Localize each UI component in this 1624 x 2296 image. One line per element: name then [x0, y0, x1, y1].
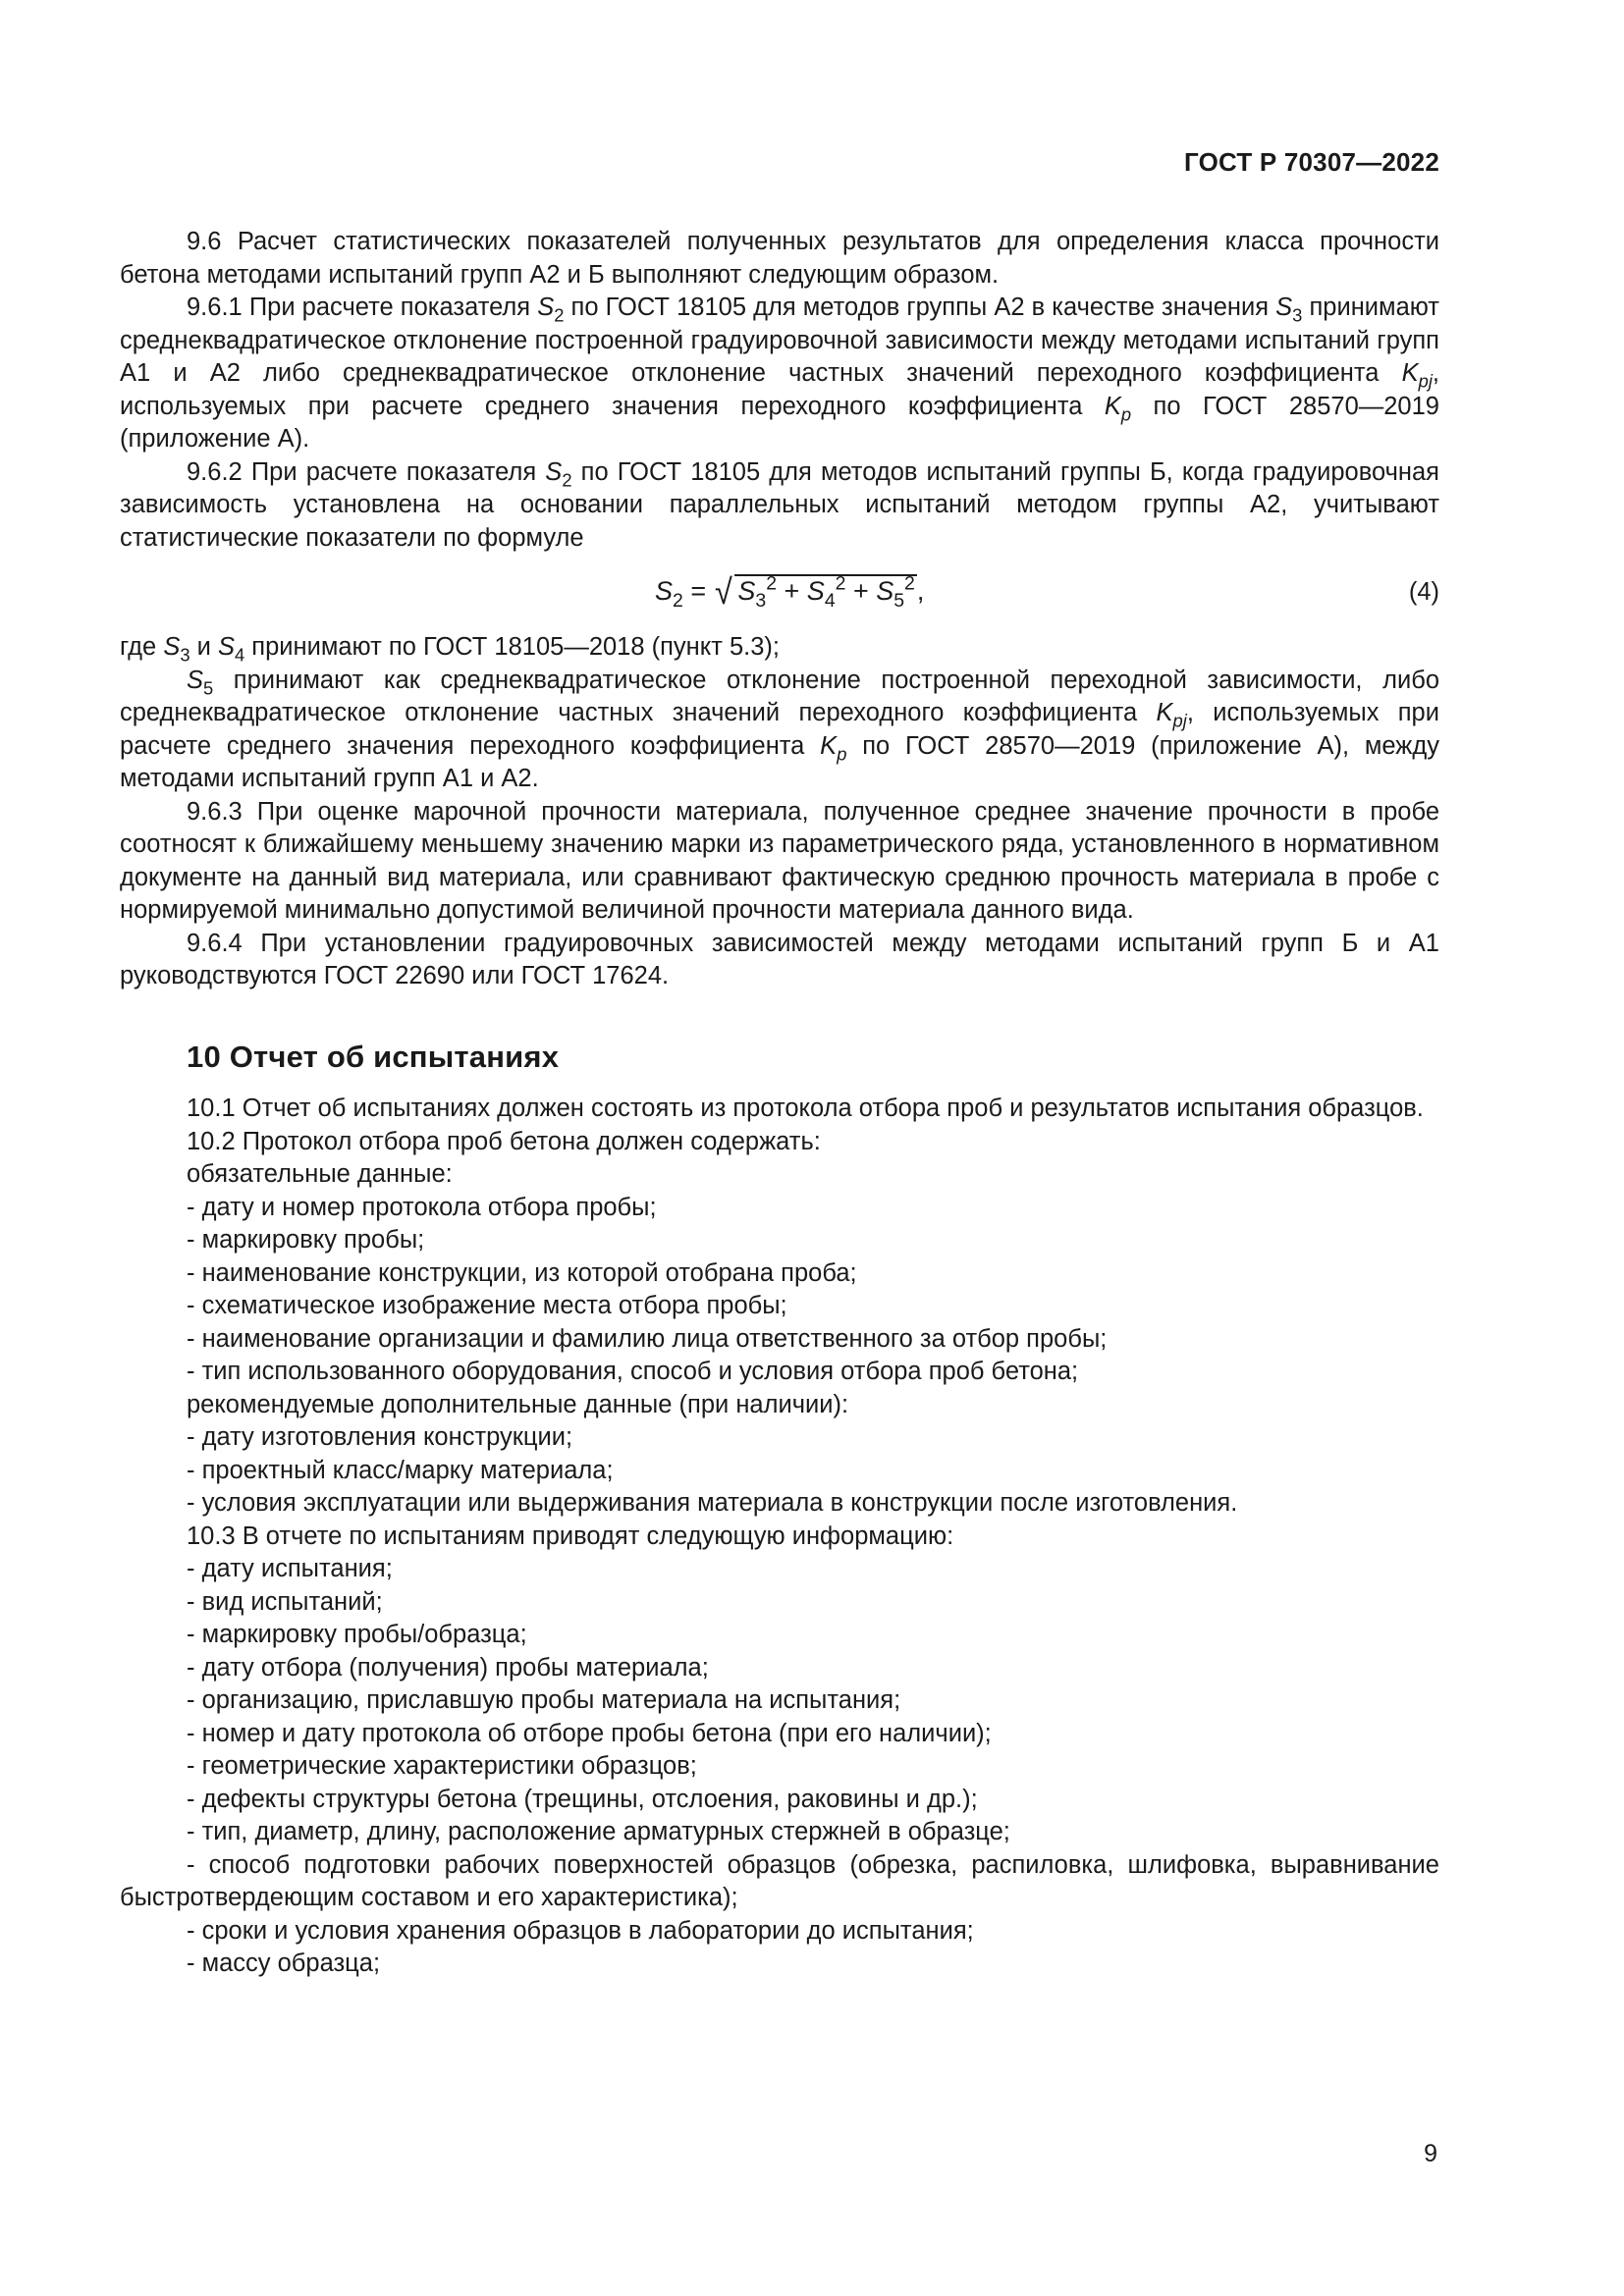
list-item: - вид испытаний; — [187, 1587, 383, 1616]
list-item: - дату испытания; — [187, 1555, 393, 1582]
list-item: - дату изготовления конструкции; — [187, 1423, 573, 1451]
list-item: - геометрические характеристики образцов; — [187, 1752, 697, 1780]
list-item: - дефекты структуры бетона (трещины, отслоения, раковины и др.); — [187, 1785, 978, 1813]
document-code-header: ГОСТ Р 70307—2022 — [1184, 147, 1439, 177]
mandatory-data-label: обязательные данные: — [187, 1160, 453, 1188]
formula-where-s3-s4: где $S_3$ и $S_4$ принимают по ГОСТ 18105—2018 (пункт 5.3); — [120, 633, 780, 666]
paragraph-9-6-4: 9.6.4 При установлении градуировочных зависимостей между методами испытаний групп Б и А1 руководствуются ГОСТ 22690 или ГОСТ 17624. — [120, 929, 1439, 989]
formula-expression: $S_2$ = √ $S_3^2 + S_4^2 + S_5^2$, — [655, 571, 925, 612]
list-item: - схематическое изображение места отбора пробы; — [187, 1292, 787, 1319]
list-item: - проектный класс/марку материала; — [187, 1456, 614, 1484]
list-item: - сроки и условия хранения образцов в лаборатории до испытания; — [187, 1916, 974, 1945]
paragraph-9-6-3: 9.6.3 При оценке марочной прочности материала, полученное среднее значение прочности в пробе соотносят к ближайшему меньшему значению марки из параметрического ряда, установленного в нормативном документе на данный вид материала, или сравнивают фактическую среднюю прочность материала в пробе с нормируемой минимально допустимой величиной прочности материала данного вида. — [120, 797, 1439, 924]
page-number: 9 — [1424, 2140, 1437, 2167]
optional-data-label: рекомендуемые дополнительные данные (при наличии): — [187, 1390, 849, 1418]
section-10-heading: 10 Отчет об испытаниях — [187, 1039, 560, 1074]
paragraph-9-6-2: 9.6.2 При расчете показателя $S_2$ по ГОСТ 18105 для методов испытаний группы Б, когда градуировочная зависимость установлена на основании параллельных испытаний методом группы А2, учитывают статистические показатели по формуле — [120, 457, 1439, 552]
report-info-list — [120, 1553, 1439, 1981]
list-item: - маркировку пробы/образца; — [187, 1621, 527, 1648]
paragraph-9-6-1: 9.6.1 При расчете показателя $S_2$ по ГОСТ 18105 для методов группы А2 в качестве значения $S_3$ принимают среднеквадратическое отклонение построенной градуировочной зависимости между методами испытаний групп А1 и А2 либо среднеквадратическое отклонение частных значений переходного коэффициента $K_{pj}$, используемых при расчете среднего значения переходного коэффициента $K_p$ по ГОСТ 28570—2019 (приложение А). — [120, 294, 1439, 453]
list-item: - номер и дату протокола об отборе пробы бетона (при его наличии); — [187, 1719, 992, 1747]
formula-where-s5: $S_5$ принимают как среднеквадратическое отклонение построенной переходной зависимости, либо среднеквадратическое отклонение частных значений переходного коэффициента $K_{pj}$, используемых при расчете среднего значения переходного коэффициента $K_p$ по ГОСТ 28570—2019 (приложение А), между методами испытаний групп А1 и А2. — [120, 666, 1439, 792]
list-item: - организацию, приславшую пробы материала на испытания; — [187, 1686, 901, 1714]
optional-data-list — [120, 1421, 1439, 1521]
paragraph-10-1: 10.1 Отчет об испытаниях должен состоять из протокола отбора проб и результатов испытания образцов. — [187, 1095, 1424, 1122]
paragraph-10-2: 10.2 Протокол отбора проб бетона должен содержать: — [187, 1127, 821, 1155]
list-item: - массу образца; — [187, 1949, 381, 1977]
list-item: - способ подготовки рабочих поверхностей образцов (обрезка, распиловка, шлифовка, выравнивание быстротвердеющим составом и его характеристика); — [120, 1850, 1439, 1911]
list-item: - наименование конструкции, из которой отобрана проба; — [187, 1258, 857, 1287]
paragraph-10-3: 10.3 В отчете по испытаниям приводят следующую информацию: — [187, 1522, 954, 1550]
list-item: - тип, диаметр, длину, расположение арматурных стержней в образце; — [187, 1818, 1010, 1845]
formula-number: (4) — [1408, 578, 1439, 606]
list-item: - тип использованного оборудования, способ и условия отбора проб бетона; — [187, 1358, 1079, 1385]
list-item: - наименование организации и фамилию лица ответственного за отбор пробы; — [187, 1324, 1108, 1353]
list-item: - маркировку пробы; — [187, 1226, 425, 1254]
list-item: - дату отбора (получения) пробы материала; — [187, 1653, 709, 1682]
list-item: - условия эксплуатации или выдерживания материала в конструкции после изготовления. — [187, 1489, 1238, 1517]
list-item: - дату и номер протокола отбора пробы; — [187, 1193, 657, 1221]
mandatory-data-list — [120, 1192, 1439, 1389]
document-body — [120, 226, 1439, 1981]
paragraph-9-6: 9.6 Расчет статистических показателей полученных результатов для определения класса прочности бетона методами испытаний групп А2 и Б выполняют следующим образом. — [120, 228, 1439, 289]
formula-4 — [120, 566, 1439, 621]
